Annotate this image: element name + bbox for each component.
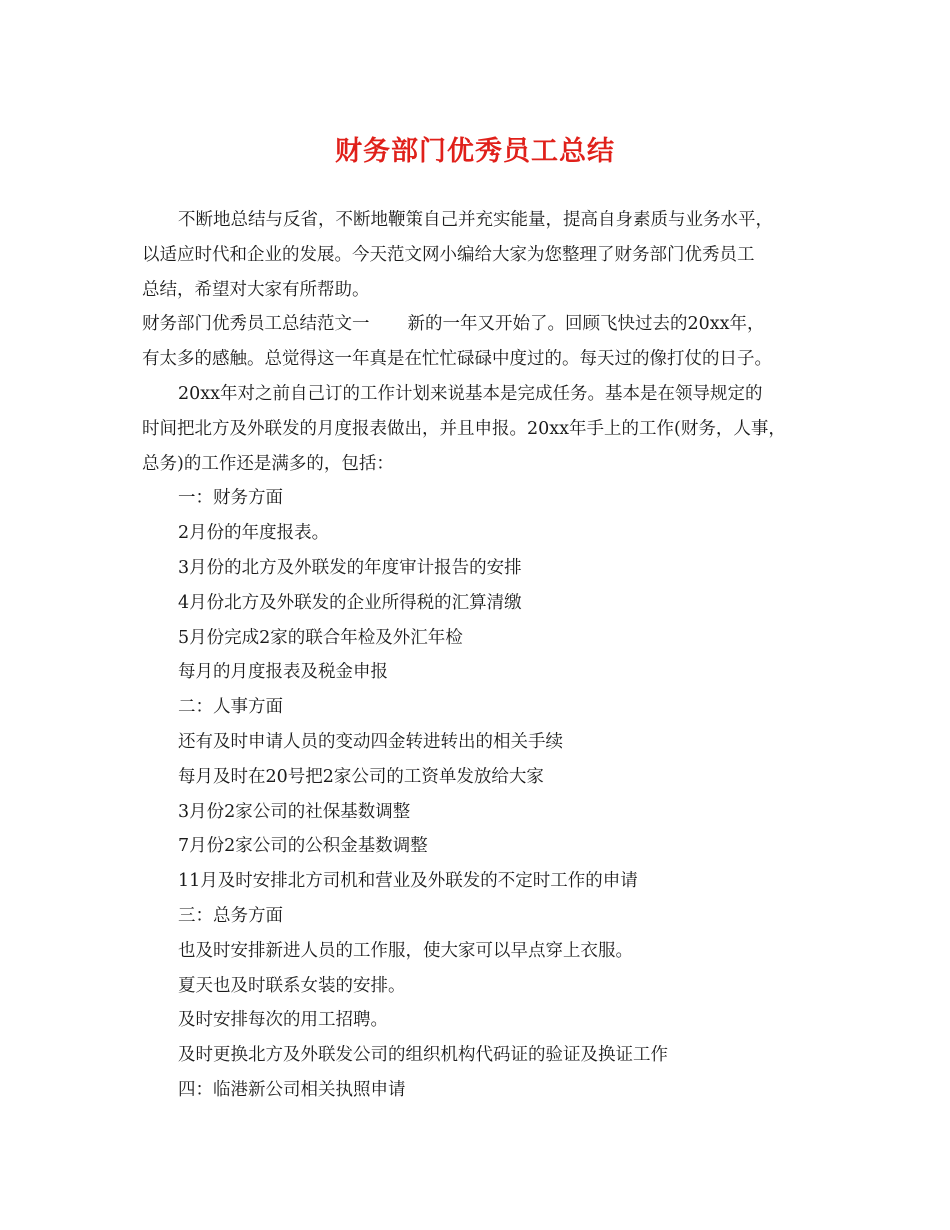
list-item: 每月及时在20号把2家公司的工资单发放给大家 — [178, 766, 544, 787]
list-item: 5月份完成2家的联合年检及外汇年检 — [178, 627, 463, 648]
section-heading-general: 三：总务方面 — [178, 905, 283, 926]
sample-line-1 — [142, 307, 814, 342]
list-item: 夏天也及时联系女装的安排。 — [178, 975, 406, 996]
list-item: 也及时安排新进人员的工作服，使大家可以早点穿上衣服。 — [178, 940, 633, 961]
para2-line-1: 20xx年对之前自己订的工作计划来说基本是完成任务。基本是在领导规定的 — [178, 383, 763, 404]
list-item: 每月的月度报表及税金申报 — [178, 662, 388, 683]
list-item: 2月份的年度报表。 — [178, 523, 330, 544]
list-item: 3月份的北方及外联发的年度审计报告的安排 — [178, 557, 522, 578]
document-title: 财务部门优秀员工总结 — [335, 136, 615, 167]
para2-line-2: 时间把北方及外联发的月度报表做出，并且申报。20xx年手上的工作(财务，人事， — [142, 418, 786, 439]
sample-heading: 财务部门优秀员工总结范文一 — [142, 314, 370, 335]
intro-line-3: 总结，希望对大家有所帮助。 — [142, 279, 370, 300]
list-item: 3月份2家公司的社保基数调整 — [178, 801, 411, 822]
section-heading-hr: 二：人事方面 — [178, 697, 283, 718]
document-body — [142, 203, 814, 1108]
intro-line-1: 不断地总结与反省，不断地鞭策自己并充实能量，提高自身素质与业务水平， — [178, 210, 773, 230]
list-item: 及时安排每次的用工招聘。 — [178, 1010, 388, 1031]
list-item: 4月份北方及外联发的企业所得税的汇算清缴 — [178, 592, 522, 613]
para2-line-3: 总务)的工作还是满多的，包括： — [142, 453, 394, 474]
list-item: 及时更换北方及外联发公司的组织机构代码证的验证及换证工作 — [178, 1045, 668, 1066]
list-item: 还有及时申请人员的变动四金转进转出的相关手续 — [178, 731, 563, 752]
section-heading-license: 四：临港新公司相关执照申请 — [178, 1079, 406, 1100]
sample-line-1-text: 新的一年又开始了。回顾飞快过去的20xx年， — [407, 314, 765, 335]
intro-line-2: 以适应时代和企业的发展。今天范文网小编给大家为您整理了财务部门优秀员工 — [142, 244, 755, 265]
sample-line-2: 有太多的感触。总觉得这一年真是在忙忙碌碌中度过的。每天过的像打仗的日子。 — [142, 349, 772, 370]
list-item: 11月及时安排北方司机和营业及外联发的不定时工作的申请 — [178, 871, 638, 892]
list-item: 7月份2家公司的公积金基数调整 — [178, 836, 428, 857]
section-heading-finance: 一：财务方面 — [178, 488, 283, 509]
